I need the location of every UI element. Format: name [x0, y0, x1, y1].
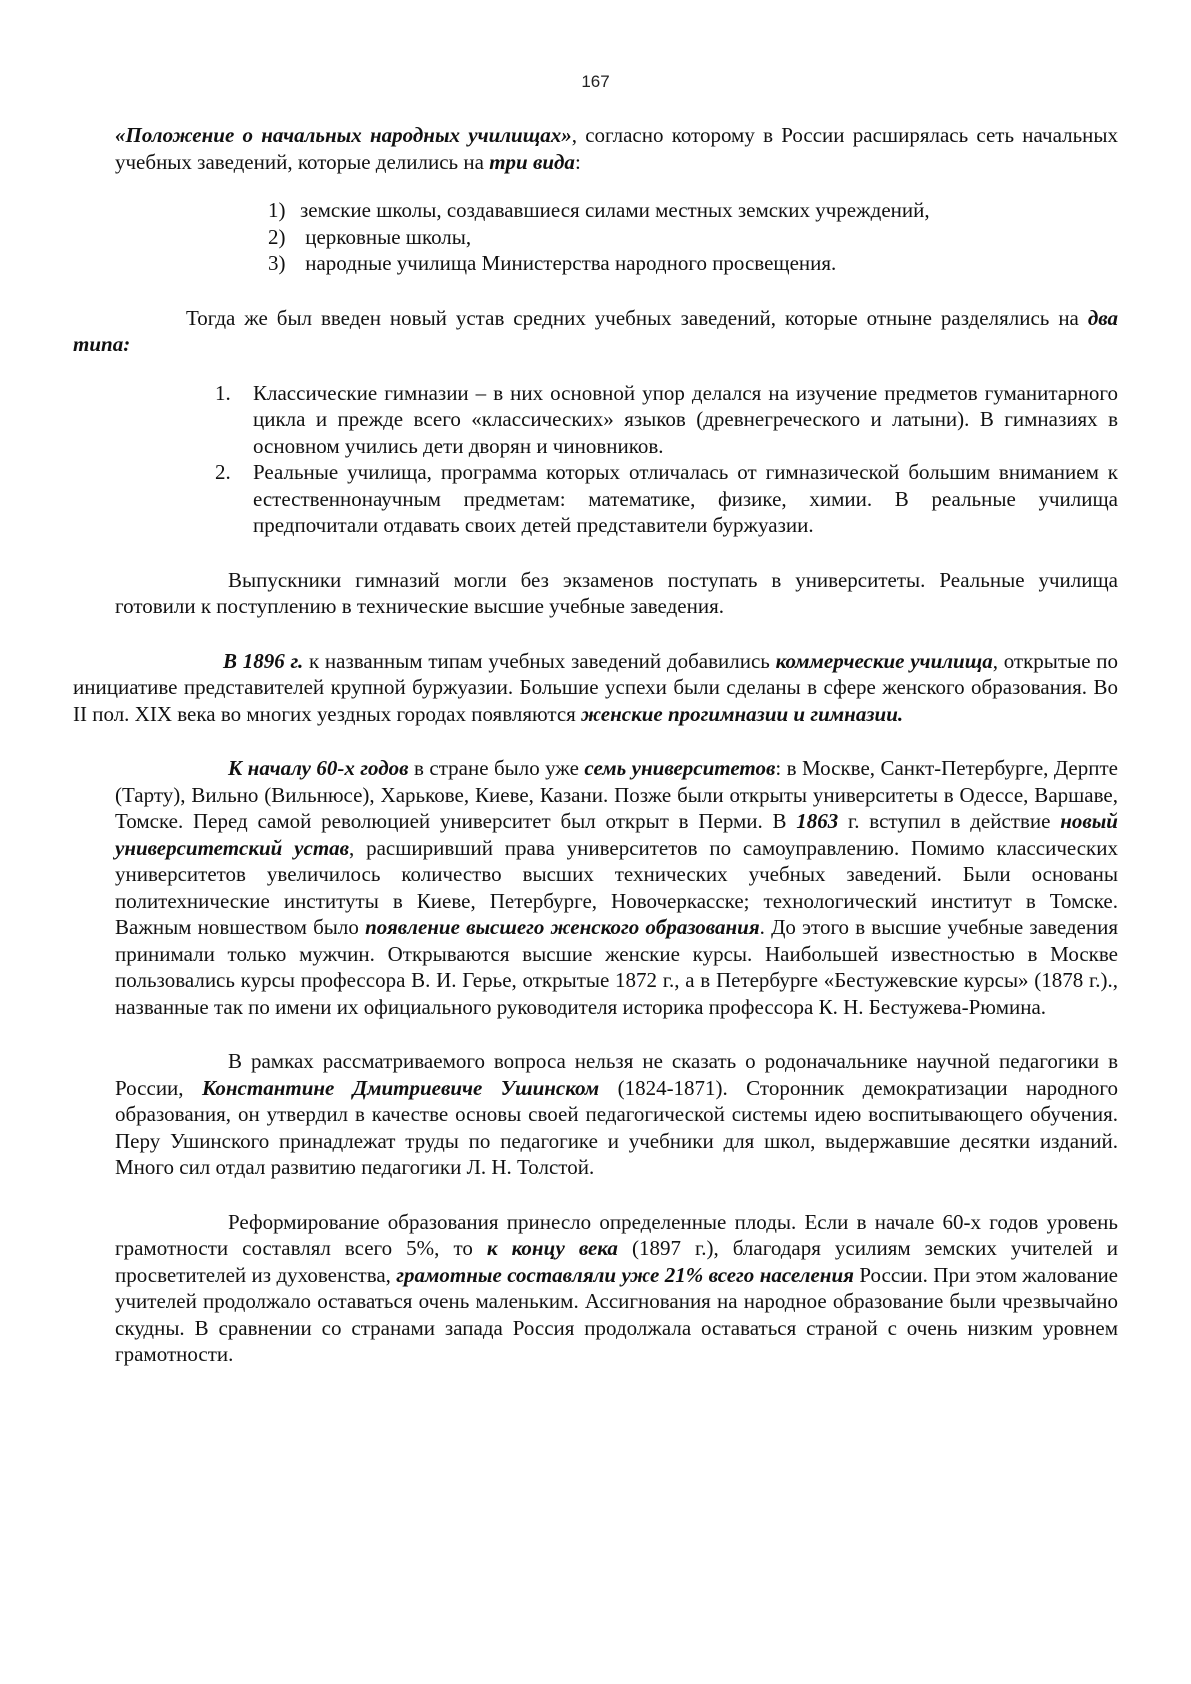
list-item: [215, 380, 1118, 460]
list-item: [268, 224, 1118, 251]
paragraph-text: г. вступил в действие: [838, 809, 1061, 833]
paragraph-text: (1824-1871). Сторонник демократизации народного образования, он утвердил в качестве основы своей педагогической системы идею воспитывающего обучения. Перу Ушинского принадлежат труды по педагогике и учебники для школ, выдержавшие десятки изданий. Много сил отдал развитию педагогики Л. Н. Толстой.: [115, 1075, 1118, 1179]
paragraph-text: (1897 г.), благодаря усилиям земских учителей и просветителей из духовенства,: [115, 1236, 1118, 1287]
emphasis-two-types: два типа:: [73, 305, 1118, 356]
emphasis-ushinsky: Константине Дмитриевиче Ушинском: [201, 1075, 600, 1100]
emphasis-seven-universities: семь университетов: [584, 756, 776, 780]
paragraph-text: в стране было уже: [408, 756, 585, 780]
paragraph-school-regulation: [73, 122, 1118, 175]
list-item: [215, 459, 1118, 539]
paragraph-text: , согласно которому в России расширялась сеть начальных учебных заведений, которые делились на: [115, 123, 1118, 174]
paragraph-text: России. При этом жалование учителей продолжало оставаться очень маленьким. Ассигнования на народное образование были чрезвычайно скудны. В сравнении со странами запада Россия продолжала оставаться страной с очень низким уровнем грамотности.: [115, 1262, 1119, 1366]
list-number: 2.: [215, 460, 231, 484]
school-types-list: [268, 197, 1118, 277]
paragraph-text: Реформирование образования принесло определенные плоды. Если в начале 60-х годов уровень грамотности составлял всего 5%, то: [115, 1209, 1118, 1260]
paragraph-text: , открытые по инициативе представителей крупной буржуазии. Большие успехи были сделаны в сфере женского образования. Во II пол. XIX века во многих уездных городах появляются: [73, 648, 1119, 726]
emphasis-three-types: три вида: [489, 149, 575, 174]
emphasis-women-education: появление высшего женского образования: [365, 915, 760, 939]
paragraph-text: В рамках рассматриваемого вопроса нельзя не сказать о родоначальнике научной педагогики в России,: [115, 1049, 1118, 1100]
page-body: [73, 122, 1118, 1368]
paragraph-commercial-schools: [73, 648, 1118, 728]
paragraph-text: к названным типам учебных заведений добавились: [303, 648, 776, 673]
list-number: 2): [268, 224, 286, 249]
page-number: 167: [581, 72, 610, 91]
paragraph-graduates: Выпускники гимназий могли без экзаменов поступать в университеты. Реальные училища готовили к поступлению в технические высшие учебные заведения.: [115, 567, 1118, 618]
emphasis-commercial: коммерческие училища: [775, 648, 993, 673]
paragraph-literacy: [73, 1209, 1118, 1368]
secondary-types-list: [215, 380, 1118, 539]
paragraph-secondary-schools: [73, 305, 1118, 358]
emphasis-year: В 1896 г.: [223, 648, 304, 673]
paragraph-ushinsky: [73, 1048, 1118, 1181]
list-item: [268, 250, 1118, 277]
regulation-title: «Положение о начальных народных училищах»: [115, 123, 572, 147]
paragraph-text: Тогда же был введен новый устав средних учебных заведений, которые отныне разделялись на: [186, 305, 1088, 330]
list-item-text: народные училища Министерства народного просвещения.: [300, 251, 837, 275]
paragraph-universities: [73, 755, 1118, 1020]
list-item-text: Классические гимназии – в них основной упор делался на изучение предметов гуманитарного цикла и прежде всего «классических» языков (древнегреческого и латыни). В гимназиях в основном учились дети дворян и чиновников.: [253, 380, 1118, 458]
list-item: [268, 197, 1118, 224]
paragraph-text: :: [574, 149, 581, 174]
list-item-text: церковные школы,: [300, 224, 472, 249]
paragraph-text: , расширивший права университетов по самоуправлению. Помимо классических университетов увеличилось количество высших технических учебных заведений. Были основаны политехнические институты в Киеве, Петербурге, Новочеркасске; технологический институт в Томске. Важным новшеством было: [115, 835, 1118, 939]
emphasis-60s: К началу 60-х годов: [228, 756, 409, 780]
paragraph-text: . До этого в высшие учебные заведения принимали только мужчин. Открываются высшие женские курсы. Наибольшей известностью в Москве пользовались курсы профессора В. И. Герье, открытые 1872 г., а в Петербурге «Бестужевские курсы» (1878 г.)., названные так по имени их официального руководителя историка профессора К. Н. Бестужева-Рюмина.: [115, 915, 1119, 1019]
emphasis-literacy-rate: грамотные составляли уже 21% всего населения: [396, 1262, 854, 1287]
emphasis-end-of-century: к концу века: [486, 1236, 618, 1260]
emphasis-1863: 1863: [796, 809, 839, 833]
list-item-text: земские школы, создававшиеся силами местных земских учреждений,: [300, 198, 930, 222]
list-number: 1.: [215, 380, 231, 405]
paragraph-text: : в Москве, Санкт-Петербурге, Дерпте (Тарту), Вильно (Вильнюсе), Харькове, Киеве, Казани. Позже были открыты университеты в Одессе, Варшаве, Томске. Перед самой революцией университет был открыт в Перми. В: [115, 756, 1118, 833]
list-item-text: Реальные училища, программа которых отличалась от гимназической большим вниманием к естественнонаучным предметам: математике, физике, химии. В реальные училища предпочитали отдавать своих детей представители буржуазии.: [253, 460, 1118, 537]
emphasis-university-charter: новый университетский устав: [115, 809, 1118, 860]
list-number: 3): [268, 251, 286, 275]
emphasis-women-gymnasiums: женские прогимназии и гимназии.: [581, 701, 904, 726]
list-number: 1): [268, 198, 286, 222]
